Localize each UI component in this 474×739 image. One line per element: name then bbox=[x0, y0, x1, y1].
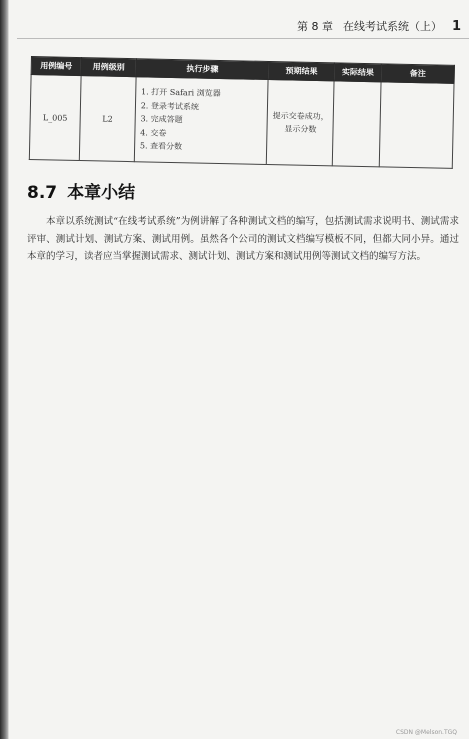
col-header-steps: 执行步骤 bbox=[136, 59, 269, 80]
book-page bbox=[8, 0, 469, 739]
col-header-notes: 备注 bbox=[381, 64, 454, 84]
summary-paragraph: 本章以系统测试“在线考试系统”为例讲解了各种测试文档的编写，包括测试需求说明书、测试需求评审、测试计划、测试方案、测试用例。虽然各个公司的测试文档编写模板不同，但都大同小异。通过本章的学习，读者应当掌握测试需求、测试计划、测试方案和测试用例等测试文档的编写方法。 bbox=[27, 216, 459, 262]
cell-actual bbox=[333, 81, 382, 167]
step-item: 4. 交卷 bbox=[140, 128, 167, 138]
step-item: 1. 打开 Safari 浏览器 bbox=[140, 87, 221, 99]
step-item: 5. 查看分数 bbox=[139, 141, 183, 152]
col-header-actual: 实际结果 bbox=[334, 63, 381, 82]
expected-line: 提示交卷成功， bbox=[272, 111, 329, 122]
test-case-table bbox=[29, 56, 455, 169]
cell-notes bbox=[379, 82, 454, 169]
step-item: 2. 登录考试系统 bbox=[140, 101, 200, 112]
section-heading bbox=[27, 178, 135, 203]
cell-case-level: L2 bbox=[79, 76, 136, 162]
step-item: 3. 完成答题 bbox=[140, 114, 183, 125]
chapter-label: 第 8 章 bbox=[296, 20, 333, 33]
test-case-table-wrapper bbox=[29, 56, 455, 169]
expected-line: 显示分数 bbox=[284, 124, 317, 134]
cell-case-id: L_005 bbox=[29, 75, 81, 161]
col-header-case-id: 用例编号 bbox=[31, 57, 81, 76]
section-number: 8.7 bbox=[27, 183, 58, 203]
section-title: 本章小结 bbox=[67, 183, 136, 203]
col-header-case-level: 用例级别 bbox=[81, 58, 136, 77]
running-header bbox=[297, 18, 461, 34]
cell-expected bbox=[267, 79, 335, 165]
table-row bbox=[29, 75, 454, 169]
cell-steps bbox=[134, 77, 268, 165]
watermark-text: CSDN @Melson.TGQ bbox=[395, 729, 457, 736]
chapter-title: 在线考试系统（上） bbox=[342, 20, 442, 33]
header-divider bbox=[17, 38, 469, 39]
page-number: 1 bbox=[451, 19, 461, 34]
col-header-expected: 预期结果 bbox=[268, 61, 334, 80]
